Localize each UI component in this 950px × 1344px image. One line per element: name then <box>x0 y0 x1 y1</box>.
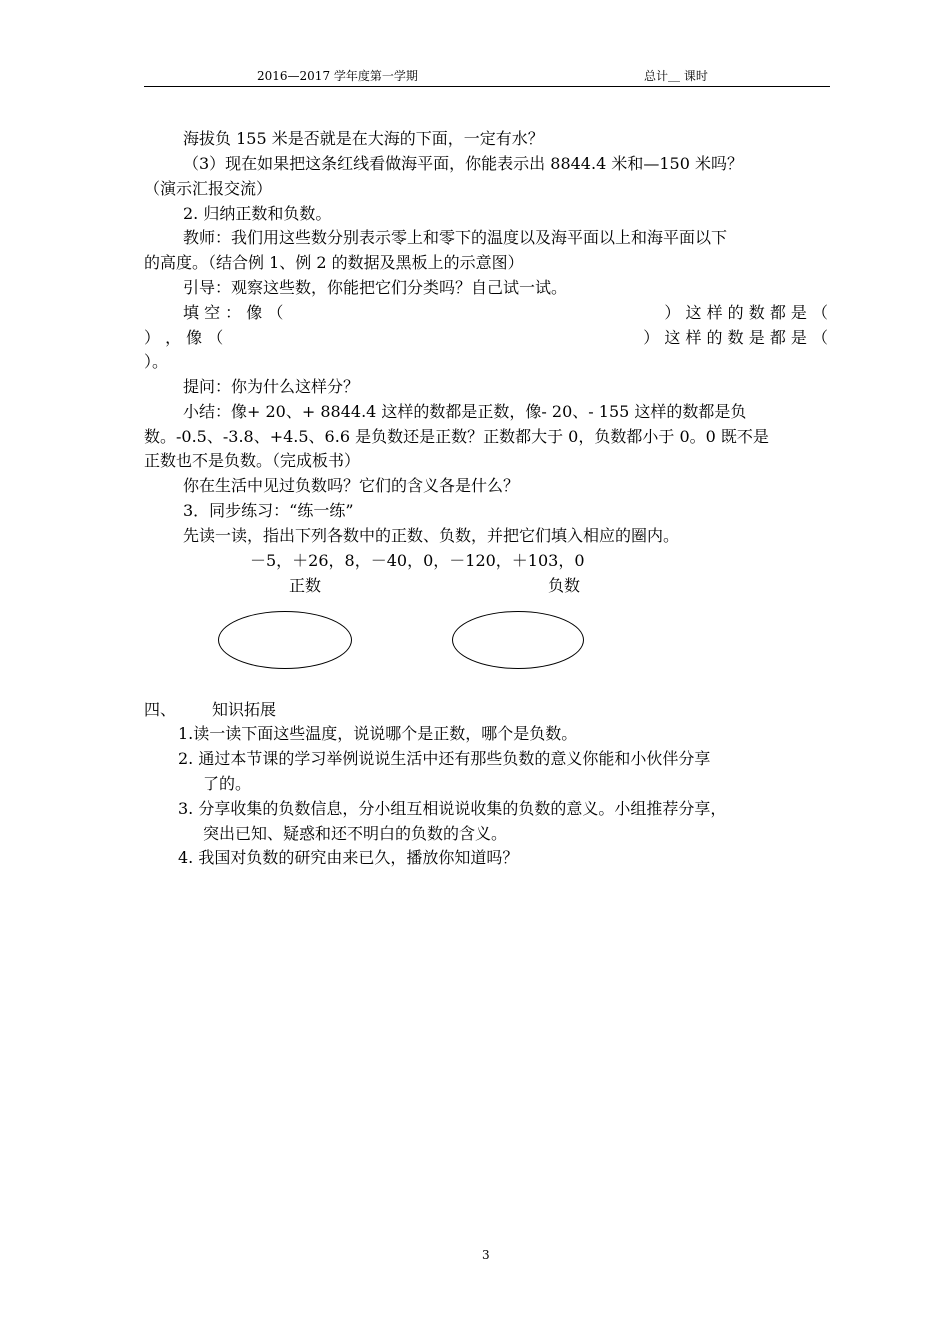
list-item: 4. 我国对负数的研究由来已久，播放你知道吗？ <box>178 848 519 867</box>
header-term: 2016—2017 学年度第一学期 <box>257 69 418 83</box>
list-item: 1.读一读下面这些温度，说说哪个是正数，哪个是负数。 <box>178 724 578 743</box>
paragraph-line: 引导：观察这些数，你能把它们分类吗？自己试一试。 <box>183 278 568 297</box>
paragraph-line: （3）现在如果把这条红线看做海平面，你能表示出 8844.4 米和—150 米吗？ <box>183 154 743 173</box>
paragraph-line: 数。-0.5、-3.8、+4.5、6.6 是负数还是正数？正数都大于 0，负数都小于 0。0 既不是 <box>144 427 769 446</box>
fill-blank-line-3: ）。 <box>144 352 169 371</box>
page-header <box>144 66 830 87</box>
paragraph-line: 2. 归纳正数和负数。 <box>183 204 332 223</box>
fill-blank-text: 填 空 ： 像 （ <box>183 303 284 322</box>
positive-numbers-circle <box>218 611 352 669</box>
paragraph-line: 先读一读，指出下列各数中的正数、负数，并把它们填入相应的圈内。 <box>183 526 680 545</box>
list-item: 3. 分享收集的负数信息，分小组互相说说收集的负数的意义。小组推荐分享， <box>178 799 727 818</box>
fill-blank-line-1 <box>183 302 828 324</box>
negative-label: 负数 <box>548 576 581 595</box>
fill-blank-text: ） 这 样 的 数 都 是 （ <box>664 303 828 322</box>
section-number: 四、 <box>144 700 177 719</box>
paragraph-line: 正数也不是负数。（完成板书） <box>144 451 361 470</box>
paragraph-line: 你在生活中见过负数吗？它们的含义各是什么？ <box>183 476 520 495</box>
list-item-continuation: 突出已知、疑惑和还不明白的负数的含义。 <box>203 824 508 843</box>
page-number: 3 <box>482 1248 490 1262</box>
paragraph-line: 3．同步练习：“练一练” <box>183 501 354 520</box>
paragraph-line: 提问：你为什么这样分？ <box>183 377 360 396</box>
header-total-hours: 总计＿ 课时 <box>644 69 708 83</box>
fill-blank-line-2 <box>144 327 828 349</box>
paragraph-line: 小结：像+ 20、+ 8844.4 这样的数都是正数，像- 20、- 155 这样的数都是负 <box>183 402 747 421</box>
paragraph-line: （演示汇报交流） <box>144 179 273 198</box>
fill-blank-text: ） 这 样 的 数 是 都 是 （ <box>643 328 828 347</box>
paragraph-line: 教师：我们用这些数分别表示零上和零下的温度以及海平面以上和海平面以下 <box>183 228 728 247</box>
paragraph-line: 的高度。（结合例 1、例 2 的数据及黑板上的示意图） <box>144 253 524 272</box>
paragraph-line: 海拔负 155 米是否就是在大海的下面，一定有水？ <box>183 129 544 148</box>
number-list: －5，＋26，8，－40，0，－120，＋103，0 <box>250 551 585 570</box>
list-item-continuation: 了的。 <box>203 774 252 793</box>
fill-blank-text: ） ， 像 （ <box>144 328 224 347</box>
section-title: 知识拓展 <box>212 700 277 719</box>
positive-label: 正数 <box>289 576 322 595</box>
list-item: 2. 通过本节课的学习举例说说生活中还有那些负数的意义你能和小伙伴分享 <box>178 749 711 768</box>
negative-numbers-circle <box>452 611 584 669</box>
